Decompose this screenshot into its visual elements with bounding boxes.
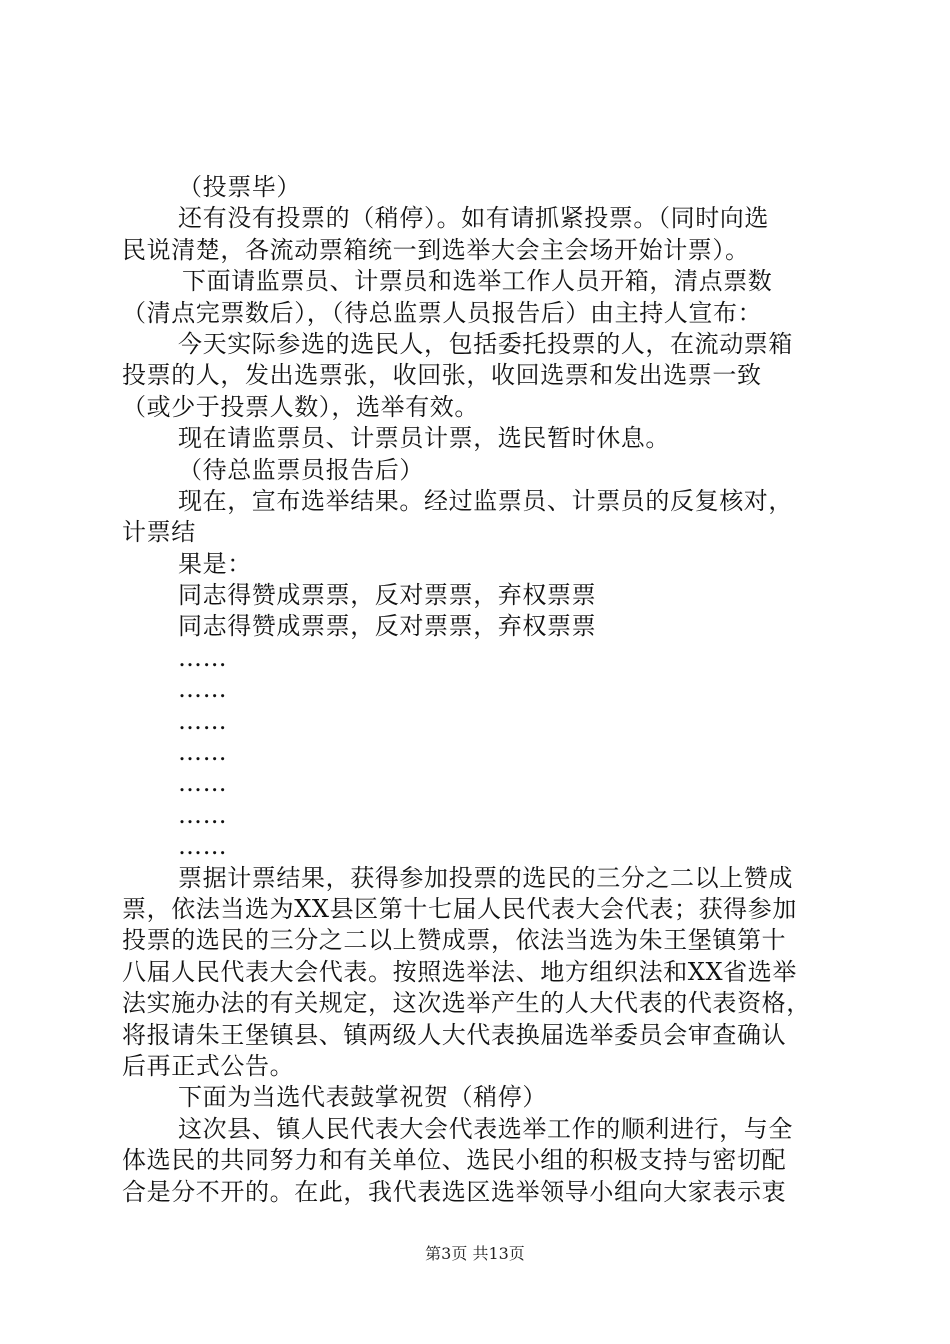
document-body bbox=[122, 172, 834, 1208]
paragraph-line: 后再正式公告。 bbox=[122, 1051, 295, 1080]
page-number-footer: 第3页 共13页 bbox=[425, 1244, 525, 1263]
paragraph-line: 这次县、镇人民代表大会代表选举工作的顺利进行，与全 bbox=[178, 1114, 793, 1143]
paragraph-line: 法实施办法的有关规定，这次选举产生的人大代表的代表资格， bbox=[122, 989, 811, 1018]
paragraph-line: 还有没有投票的（稍停）。如有请抓紧投票。（同时向选 bbox=[178, 204, 769, 233]
paragraph-line: 下面为当选代表鼓掌祝贺（稍停） bbox=[178, 1083, 547, 1112]
paragraph-line: 将报请朱王堡镇县、镇两级人大代表换届选举委员会审查确认 bbox=[122, 1020, 787, 1049]
paragraph-line: 票据计票结果，获得参加投票的选民的三分之二以上赞成 bbox=[178, 863, 793, 892]
paragraph-line: 合是分不开的。在此，我代表选区选举领导小组向大家表示衷 bbox=[122, 1177, 787, 1206]
paragraph-line: 体选民的共同努力和有关单位、选民小组的积极支持与密切配 bbox=[122, 1146, 787, 1175]
paragraph-line: 民说清楚，各流动票箱统一到选举大会主会场开始计票）。 bbox=[122, 235, 750, 264]
result-line: 同志得赞成票票，反对票票，弃权票票 bbox=[178, 612, 597, 641]
paragraph-line: 投票的选民的三分之二以上赞成票，依法当选为朱王堡镇第十 bbox=[122, 926, 787, 955]
paragraph-line: （投票毕） bbox=[178, 173, 301, 201]
ellipsis-line: …… bbox=[178, 643, 228, 672]
paragraph-line: 八届人民代表大会代表。按照选举法、地方组织法和XX省选举 bbox=[122, 957, 797, 986]
paragraph-line: （或少于投票人数），选举有效。 bbox=[122, 392, 479, 421]
paragraph-line: 下面请监票员、计票员和选举工作人员开箱，清点票数 bbox=[182, 267, 773, 296]
paragraph-line: （待总监票员报告后） bbox=[178, 455, 424, 484]
paragraph-line: 现在请监票员、计票员计票，选民暂时休息。 bbox=[178, 424, 670, 453]
ellipsis-line: …… bbox=[178, 769, 228, 798]
result-line: 同志得赞成票票，反对票票，弃权票票 bbox=[178, 581, 597, 610]
paragraph-line: 今天实际参选的选民人，包括委托投票的人，在流动票箱 bbox=[178, 329, 793, 358]
paragraph-line: （清点完票数后），（待总监票人员报告后）由主持人宣布： bbox=[122, 298, 763, 327]
ellipsis-line: …… bbox=[178, 800, 228, 829]
paragraph-line: 投票的人，发出选票张，收回张，收回选票和发出选票一致 bbox=[122, 361, 762, 390]
ellipsis-line: …… bbox=[178, 706, 228, 735]
paragraph-line: 现在，宣布选举结果。经过监票员、计票员的反复核对， bbox=[178, 486, 793, 515]
ellipsis-line: …… bbox=[178, 738, 228, 767]
paragraph-line: 票，依法当选为XX县区第十七届人民代表大会代表；获得参加 bbox=[122, 894, 797, 923]
paragraph-line: 果是： bbox=[178, 549, 252, 578]
ellipsis-line: …… bbox=[178, 675, 228, 704]
paragraph-line: 计票结 bbox=[122, 518, 196, 547]
ellipsis-line: …… bbox=[178, 832, 228, 861]
